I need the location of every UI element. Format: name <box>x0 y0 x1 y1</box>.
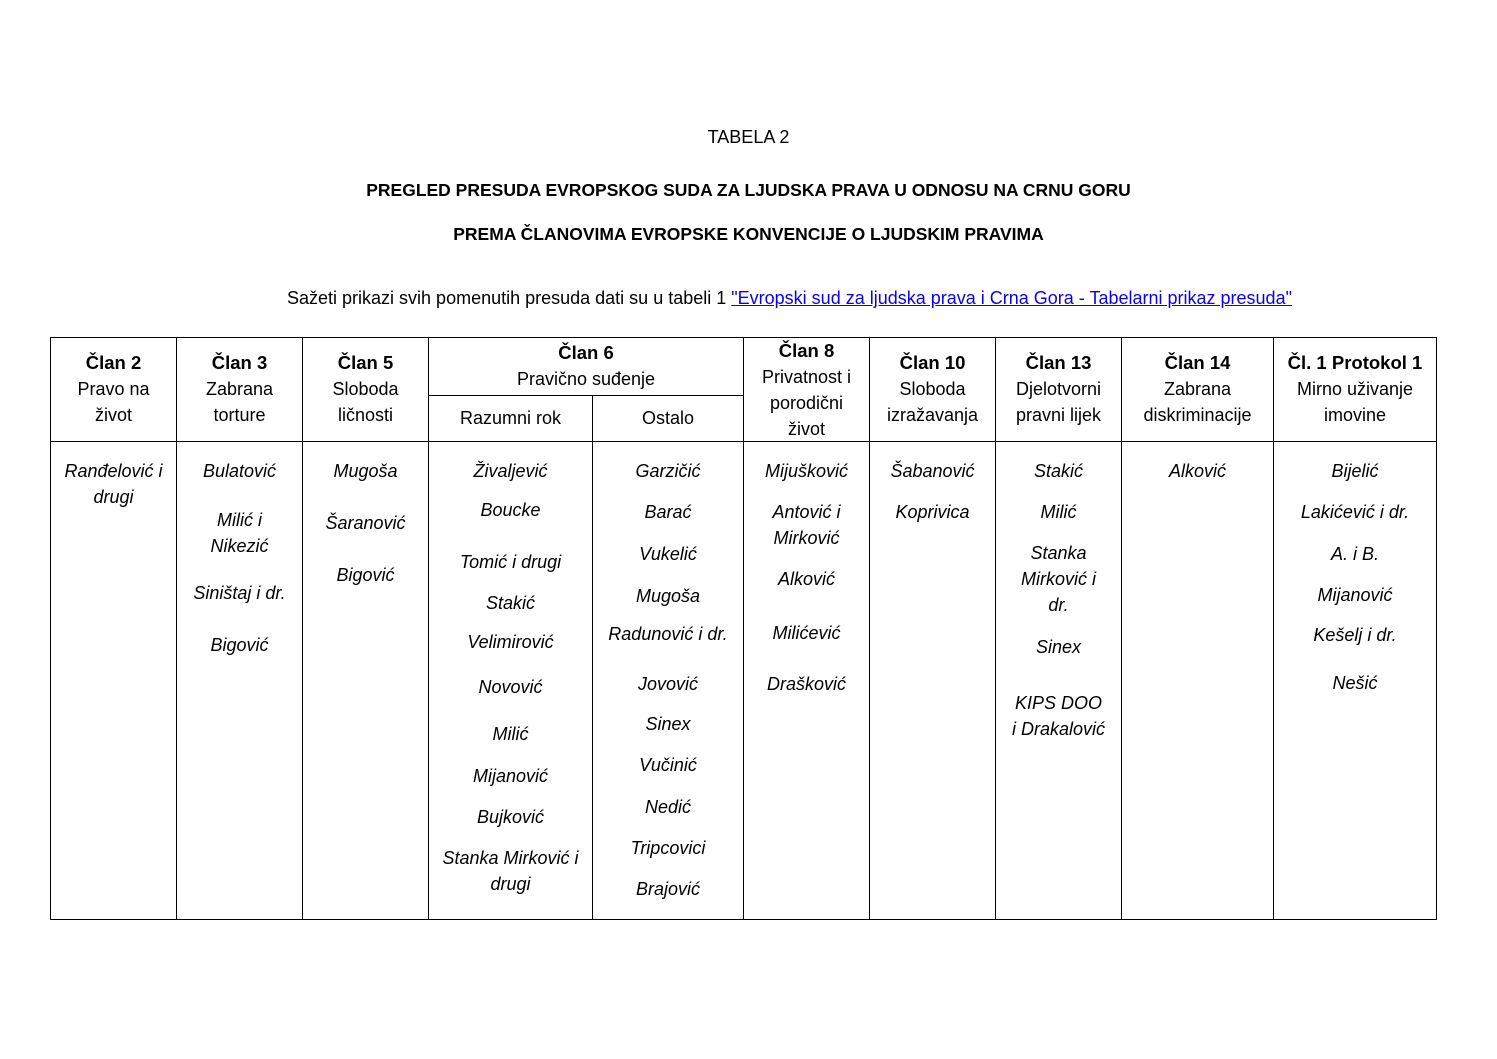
intro-text: Sažeti prikazi svih pomenutih presuda dati su u tabeli 1 <box>287 288 732 308</box>
case-entry: Barać <box>644 502 692 522</box>
column-divider <box>1273 337 1274 920</box>
case-entry: Bijelić <box>1331 461 1379 481</box>
header-article-10 <box>871 350 994 428</box>
case-entry: Bigović <box>336 565 395 585</box>
header-article-10-description: Sloboda izražavanja <box>886 379 979 425</box>
case-entry: Mugoša <box>635 586 701 606</box>
case-entry: Stakić <box>1033 461 1084 481</box>
case-entry: Velimirović <box>467 632 554 652</box>
header-article-5-description: Sloboda ličnosti <box>332 379 399 425</box>
case-entry: Brajović <box>635 879 701 899</box>
judgments-table <box>50 337 1437 920</box>
header-article-14 <box>1123 350 1272 428</box>
case-entry: Šaranović <box>325 513 406 533</box>
case-entry: Milićević <box>772 623 841 643</box>
header-article-6-number: Član 6 <box>558 342 614 363</box>
case-entry: Sinex <box>1035 637 1082 657</box>
header-protocol-1-description: Mirno uživanje imovine <box>1296 379 1414 425</box>
table-label: TABELA 2 <box>707 127 790 147</box>
case-entry: Sinex <box>645 714 691 734</box>
header-protocol-1-number: Čl. 1 Protokol 1 <box>1287 352 1423 373</box>
case-entry: Novović <box>478 677 543 697</box>
case-entry: Alković <box>777 569 835 589</box>
header-article-6 <box>430 340 742 392</box>
header-article-6-description: Pravično suđenje <box>516 369 656 389</box>
table-border-left <box>50 337 51 920</box>
case-entry: Milić <box>1040 502 1077 522</box>
header-article-14-description: Zabrana diskriminacije <box>1143 379 1252 425</box>
document-title-line-2: PREMA ČLANOVIMA EVROPSKE KONVENCIJE O LJUDSKIM PRAVIMA <box>453 224 1044 244</box>
header-article-10-number: Član 10 <box>899 352 966 373</box>
header-article-14-number: Član 14 <box>1164 352 1231 373</box>
header-article-2 <box>52 350 175 428</box>
header-article-2-number: Član 2 <box>85 352 142 373</box>
case-entry: Jovović <box>637 674 699 694</box>
column-divider <box>743 337 744 920</box>
case-entry: Stanka Mirković i dr. <box>1021 543 1096 615</box>
case-entry: Stanka Mirković i drugi <box>442 848 579 894</box>
header-article-3-description: Zabrana torture <box>205 379 274 425</box>
cases-article-14 <box>1123 441 1272 919</box>
column-divider <box>1121 337 1122 920</box>
case-entry: Mijušković <box>764 461 848 481</box>
cases-article-6-other <box>593 441 743 919</box>
case-entry: Nešić <box>1332 673 1378 693</box>
header-article-6-other: Ostalo <box>641 408 695 428</box>
header-protocol-1-article-1 <box>1275 350 1435 428</box>
cases-article-5 <box>304 441 427 919</box>
case-entry: Lakićević i dr. <box>1300 502 1410 522</box>
case-entry: Tripcovici <box>630 838 706 858</box>
case-entry: Vučinić <box>639 755 697 775</box>
case-entry: Radunović i dr. <box>608 624 728 644</box>
header-article-13-description: Djelotvorni pravni lijek <box>1015 379 1102 425</box>
header-article-3-number: Član 3 <box>211 352 268 373</box>
case-entry: Bujković <box>476 807 545 827</box>
header-article-13 <box>997 350 1120 428</box>
cases-article-13 <box>997 441 1120 919</box>
case-entry: Bulatović <box>202 461 277 481</box>
table-1-link[interactable]: "Evropski sud za ljudska prava i Crna Gora - Tabelarni prikaz presuda" <box>731 288 1292 308</box>
case-entry: Drašković <box>766 674 846 694</box>
case-entry: Garzičić <box>635 461 701 481</box>
cases-article-10 <box>871 441 994 919</box>
cases-article-8 <box>745 441 868 919</box>
case-entry: Šabanović <box>890 461 975 481</box>
header-article-5-number: Član 5 <box>337 352 394 373</box>
column-divider <box>869 337 870 920</box>
header-article-3 <box>178 350 301 428</box>
case-entry: Mijanović <box>1317 585 1393 605</box>
header-article-2-description: Pravo na život <box>77 379 150 425</box>
header-article-8-number: Član 8 <box>778 340 835 361</box>
case-entry: Alković <box>1168 461 1226 481</box>
case-entry: Siništaj i dr. <box>193 583 286 603</box>
case-entry: Boucke <box>480 500 541 520</box>
column-divider <box>995 337 996 920</box>
header-article-8-description: Privatnost i porodični život <box>761 367 852 439</box>
document-title-line-1: PREGLED PRESUDA EVROPSKOG SUDA ZA LJUDSKA PRAVA U ODNOSU NA CRNU GORU <box>366 180 1131 200</box>
header-article-8 <box>745 338 868 442</box>
case-entry: Mijanović <box>472 766 549 786</box>
intro-paragraph <box>287 288 1292 309</box>
case-entry: Nedić <box>644 797 692 817</box>
case-entry: Koprivica <box>895 502 970 522</box>
column-divider <box>302 337 303 920</box>
case-entry: Ranđelović i drugi <box>64 461 163 507</box>
case-entry: KIPS DOO i Drakalović <box>1011 693 1106 739</box>
table-border-right <box>1436 337 1437 920</box>
case-entry: Kešelj i dr. <box>1313 625 1397 645</box>
case-entry: Tomić i drugi <box>459 552 562 572</box>
header-article-5 <box>304 350 427 428</box>
cases-article-3 <box>178 441 301 919</box>
case-entry: Živaljević <box>473 461 548 481</box>
case-entry: Bigović <box>210 635 269 655</box>
case-entry: Vukelić <box>639 544 697 564</box>
cases-article-6-reasonable-time <box>429 441 592 919</box>
column-divider <box>176 337 177 920</box>
case-entry: A. i B. <box>1330 544 1379 564</box>
case-entry: Stakić <box>485 593 536 613</box>
case-entry: Milić i Nikezić <box>210 510 269 556</box>
header-article-13-number: Član 13 <box>1025 352 1092 373</box>
article-6-divider <box>428 395 743 396</box>
cases-article-2 <box>52 441 175 919</box>
case-entry: Mugoša <box>333 461 398 481</box>
case-entry: Antović i Mirković <box>772 502 841 548</box>
header-article-6-reasonable-time: Razumni rok <box>459 408 562 428</box>
cases-protocol-1 <box>1275 441 1435 919</box>
case-entry: Milić <box>492 724 529 744</box>
